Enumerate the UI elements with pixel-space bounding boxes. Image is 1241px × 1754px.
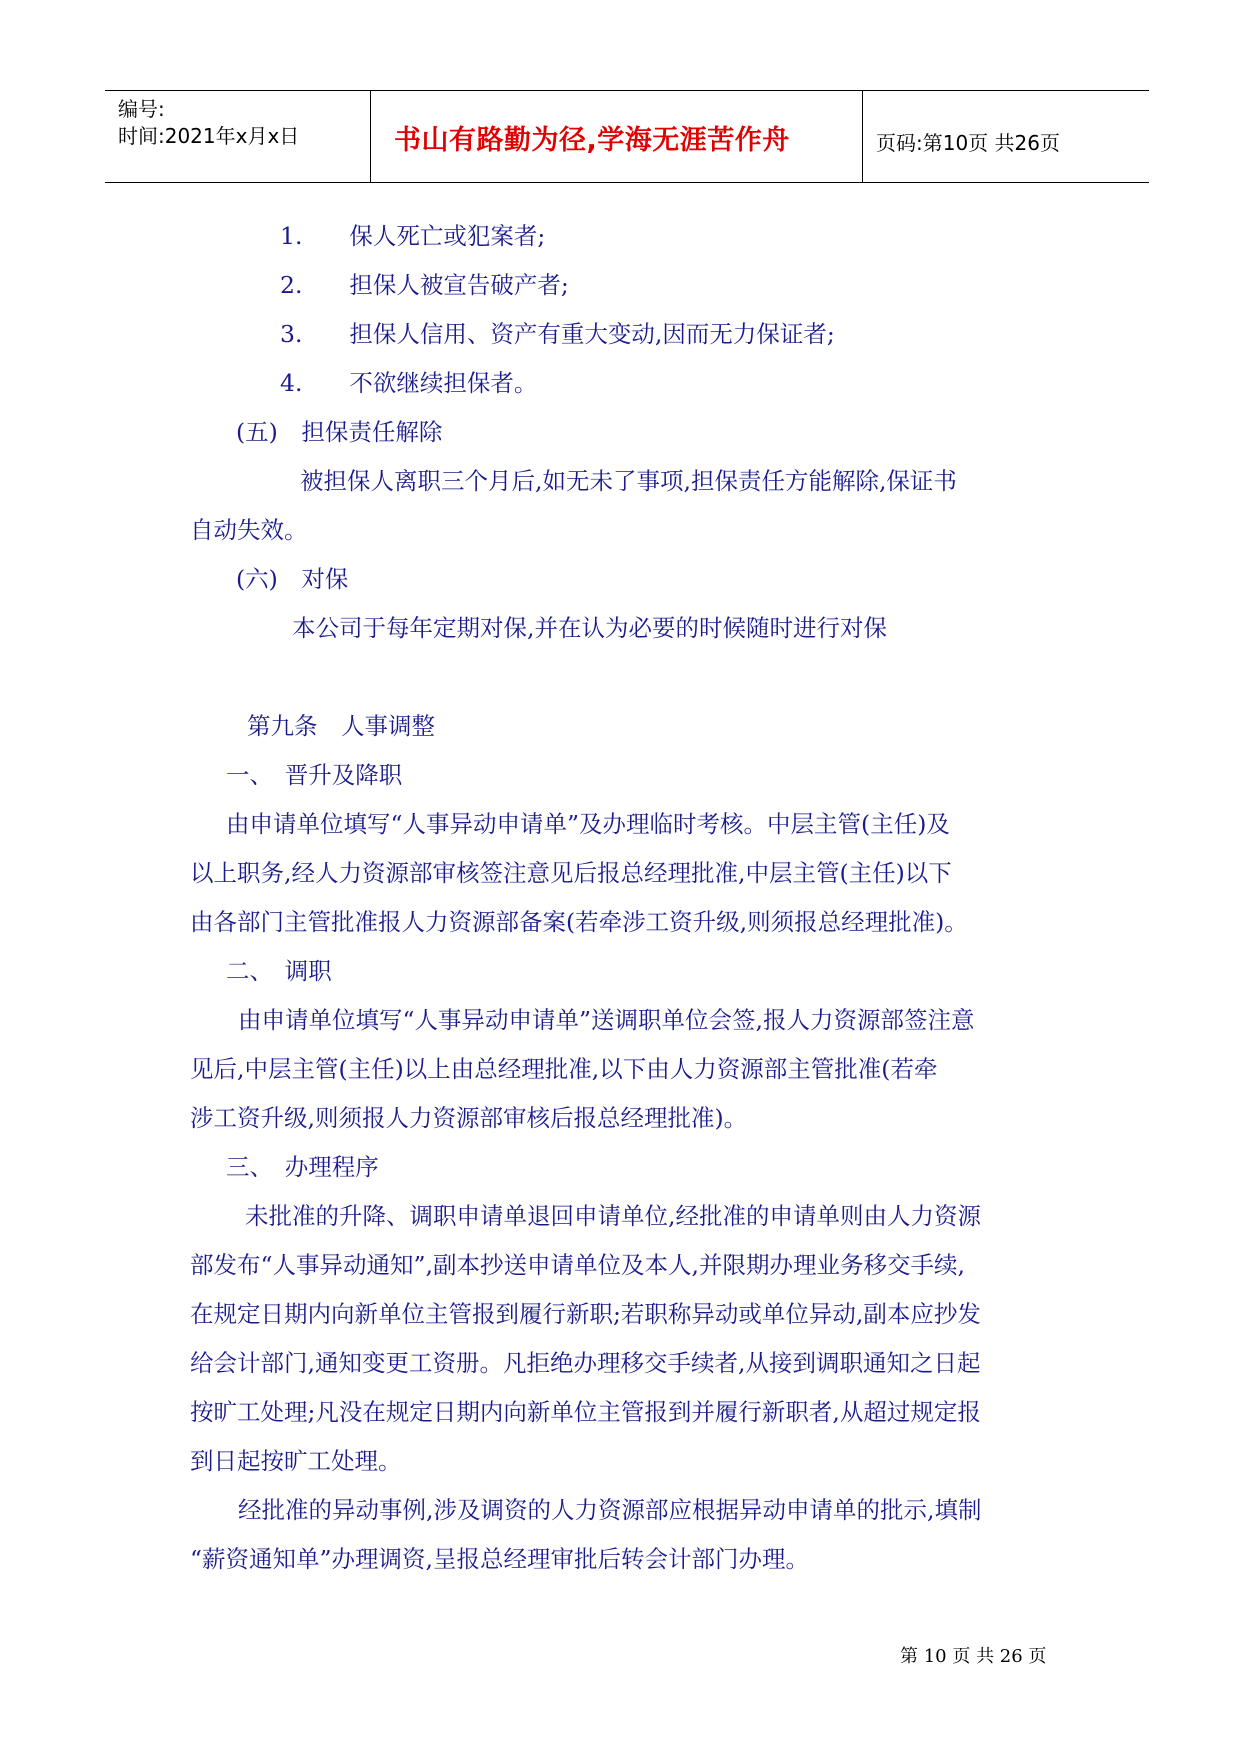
body-line: 给会计部门,通知变更工资册。凡拒绝办理移交手续者,从接到调职通知之日起 — [190, 1349, 981, 1377]
body-line: 一、 晋升及降职 — [226, 761, 403, 789]
header-bottom-rule — [105, 182, 1149, 183]
body-line: 自动失效。 — [190, 516, 308, 544]
document-body — [190, 212, 1070, 1584]
header-top-rule — [105, 90, 1149, 91]
body-line: 经批准的异动事例,涉及调资的人力资源部应根据异动申请单的批示,填制 — [238, 1496, 982, 1524]
body-line: 涉工资升级,则须报人力资源部审核后报总经理批准)。 — [190, 1104, 748, 1132]
body-line: 到日起按旷工处理。 — [190, 1447, 402, 1475]
header-divider-left — [370, 90, 371, 183]
body-line: 本公司于每年定期对保,并在认为必要的时候随时进行对保 — [292, 614, 887, 642]
body-line: 由各部门主管批准报人力资源部备案(若牵涉工资升级,则须报总经理批准)。 — [190, 908, 968, 936]
body-line: (六) 对保 — [236, 565, 349, 593]
serial-label: 编号: — [118, 97, 165, 121]
body-line: 见后,中层主管(主任)以上由总经理批准,以下由人力资源部主管批准(若牵 — [190, 1055, 938, 1083]
body-line: 由申请单位填写“人事异动申请单”送调职单位会签,报人力资源部签注意 — [238, 1006, 975, 1034]
body-line: 1. 保人死亡或犯案者; — [280, 222, 546, 250]
body-line: 三、 办理程序 — [226, 1153, 379, 1181]
body-line: 未批准的升降、调职申请单退回申请单位,经批准的申请单则由人力资源 — [245, 1202, 981, 1230]
page-label: 页码:第10页 共26页 — [876, 131, 1060, 155]
body-line: 部发布“人事异动通知”,副本抄送申请单位及本人,并限期办理业务移交手续, — [190, 1251, 965, 1279]
header-motto: 书山有路勤为径,学海无涯苦作舟 — [394, 125, 790, 156]
body-line: 被担保人离职三个月后,如无未了事项,担保责任方能解除,保证书 — [300, 467, 957, 495]
body-line: 在规定日期内向新单位主管报到履行新职;若职称异动或单位异动,副本应抄发 — [190, 1300, 981, 1328]
body-line: 由申请单位填写“人事异动申请单”及办理临时考核。中层主管(主任)及 — [226, 810, 950, 838]
body-line: 2. 担保人被宣告破产者; — [280, 271, 569, 299]
body-line: 3. 担保人信用、资产有重大变动,因而无力保证者; — [280, 320, 835, 348]
body-line: 二、 调职 — [226, 957, 332, 985]
time-label: 时间:2021年x月x日 — [118, 124, 300, 148]
body-line: 以上职务,经人力资源部审核签注意见后报总经理批准,中层主管(主任)以下 — [190, 859, 952, 887]
body-line: 按旷工处理;凡没在规定日期内向新单位主管报到并履行新职者,从超过规定报 — [190, 1398, 981, 1426]
footer-page-number: 第 10 页 共 26 页 — [900, 1646, 1047, 1667]
body-line — [190, 653, 1070, 702]
body-line: 第九条 人事调整 — [247, 712, 435, 740]
body-line: (五) 担保责任解除 — [236, 418, 443, 446]
body-line: “薪资通知单”办理调资,呈报总经理审批后转会计部门办理。 — [190, 1545, 809, 1573]
body-line: 4. 不欲继续担保者。 — [280, 369, 538, 397]
header-divider-right — [862, 90, 863, 183]
